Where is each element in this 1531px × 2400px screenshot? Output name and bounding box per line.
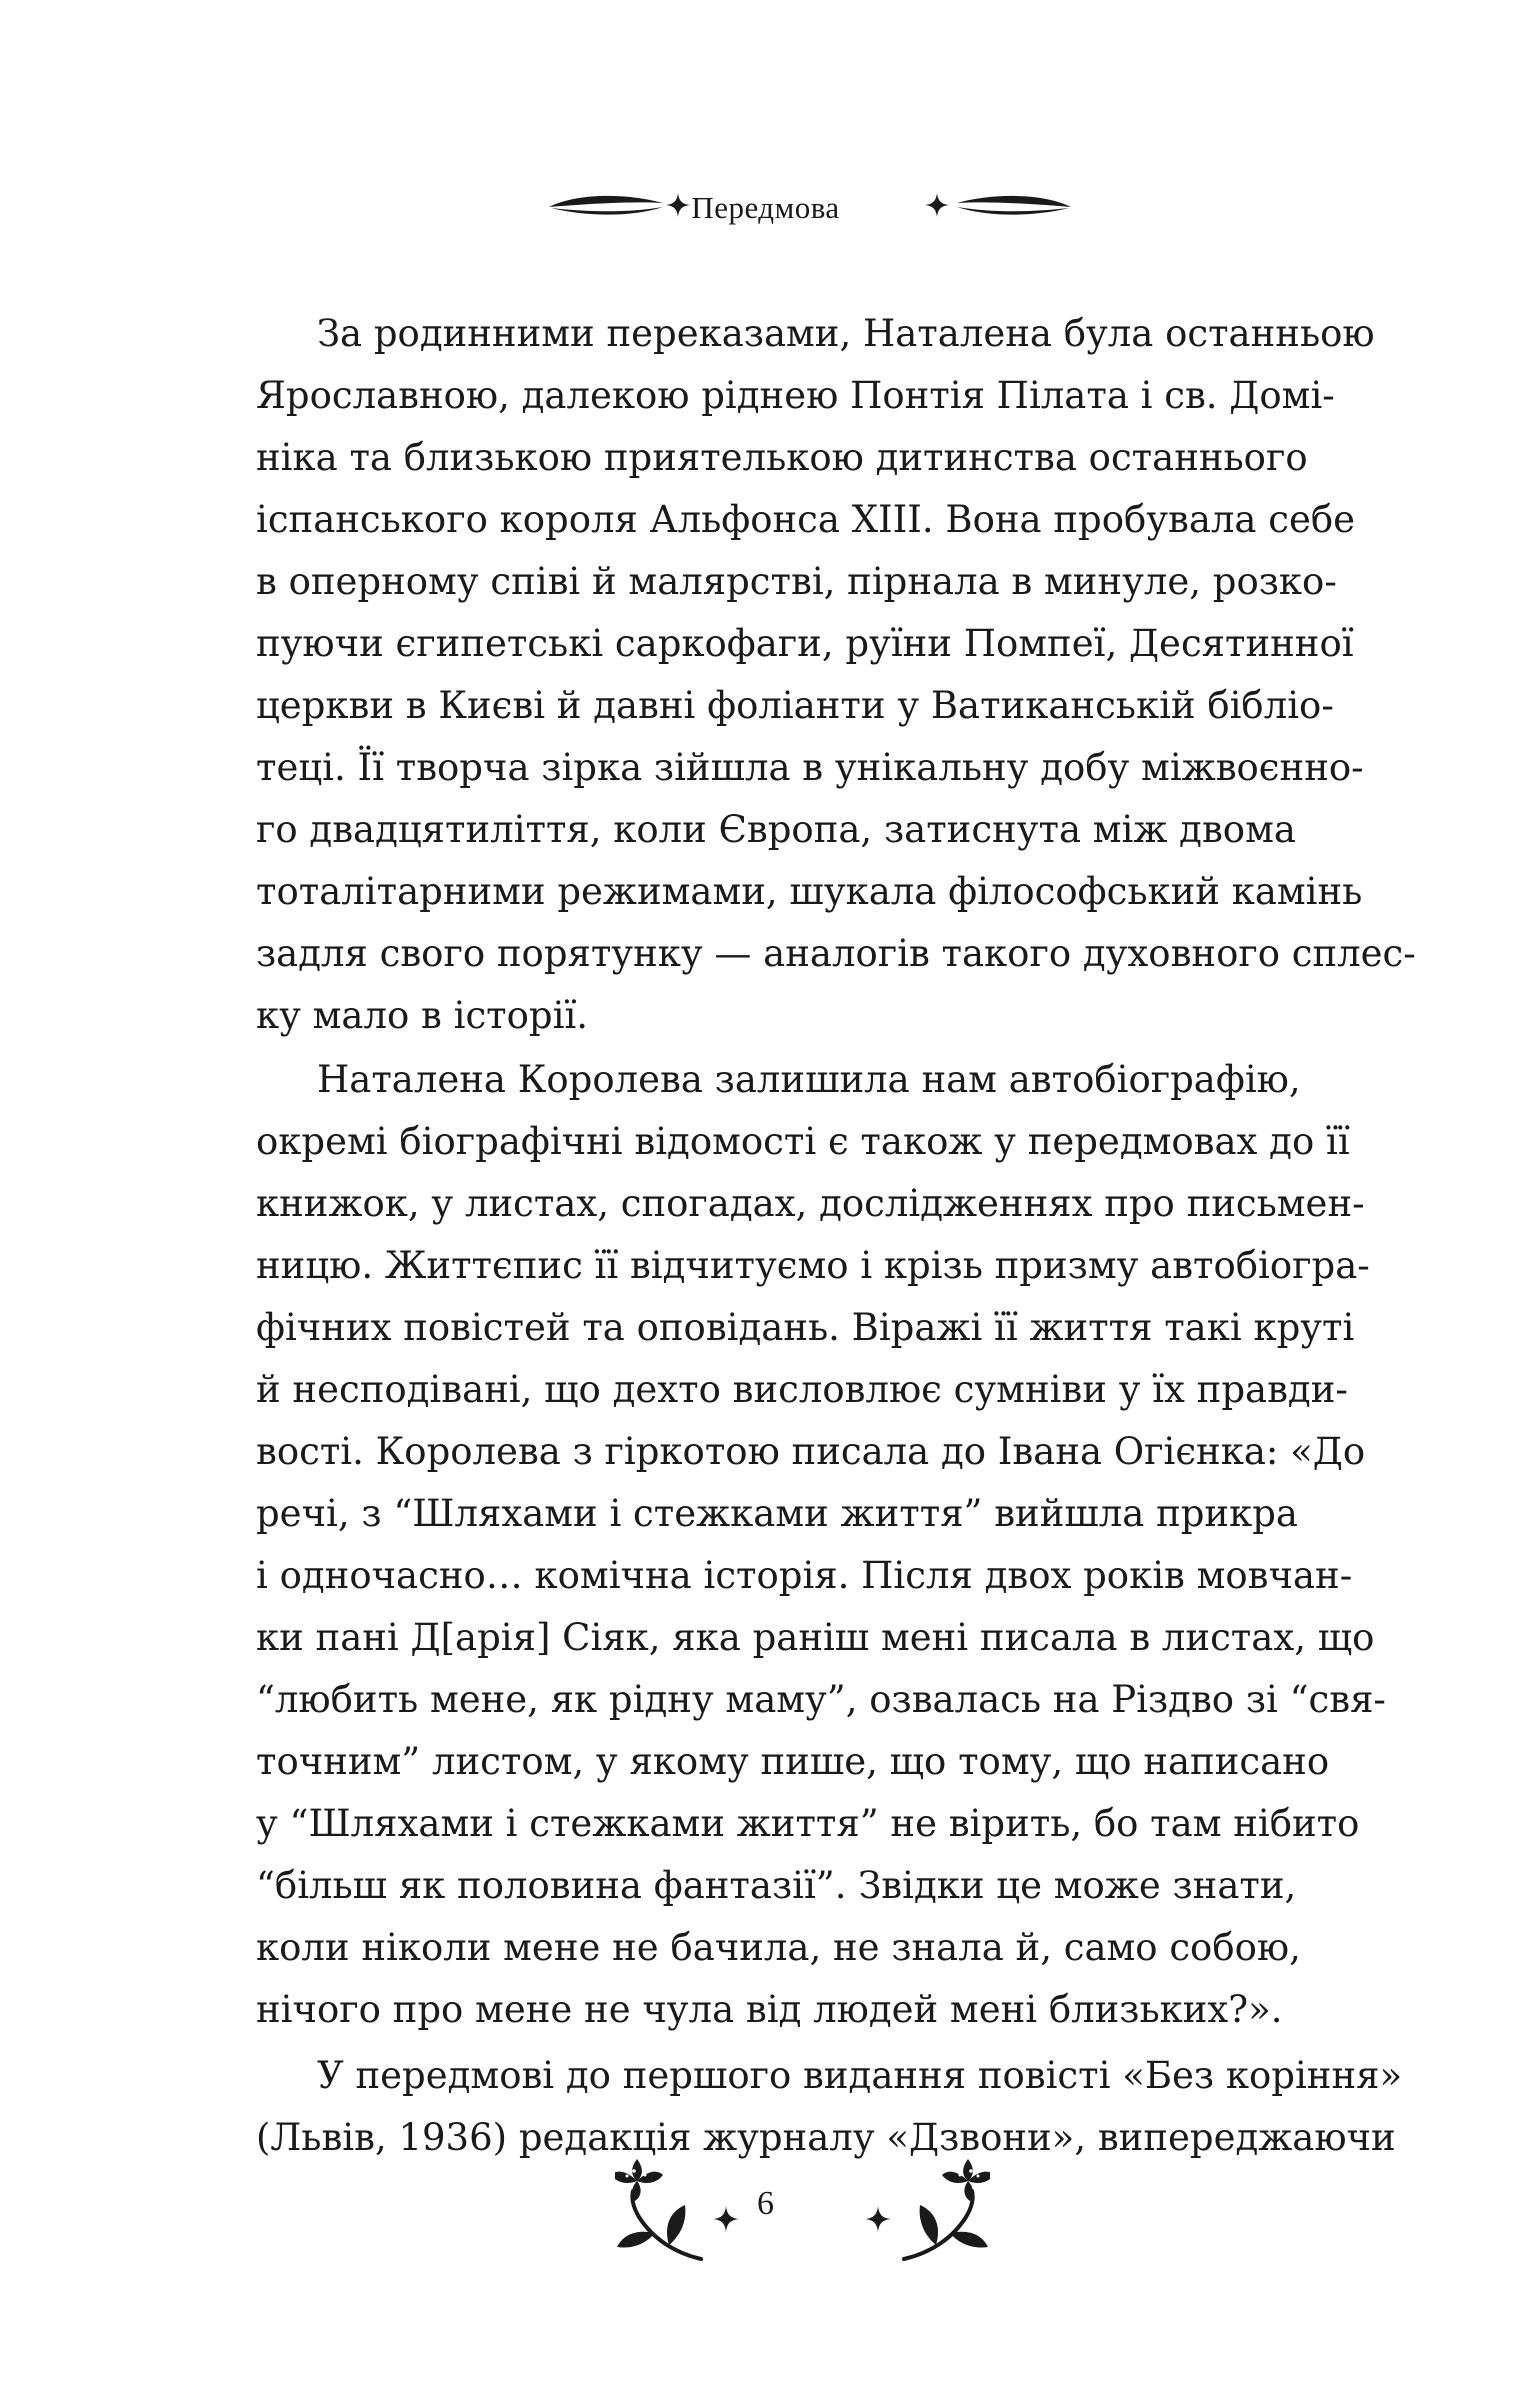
line-text: і одночасно… комічна історія. Після двох років мовчан- — [256, 1554, 1353, 1597]
text-line — [0, 490, 1531, 550]
text-line — [0, 1174, 1531, 1234]
line-text: речі, з “Шляхами і стежками життя” вийшла прикра — [256, 1492, 1298, 1535]
text-line — [0, 366, 1531, 426]
line-text: “любить мене, як рідну маму”, озвалась на Різдво зі “свя- — [256, 1678, 1386, 1721]
line-text: нічого про мене не чула від людей мені близьких?». — [256, 1988, 1283, 2031]
text-line — [0, 1422, 1531, 1482]
running-header-title: Передмова — [691, 190, 840, 225]
text-line — [0, 2046, 1531, 2106]
text-line — [0, 1546, 1531, 1606]
page-footer — [0, 2155, 1531, 2275]
text-line — [0, 1360, 1531, 1420]
text-line — [0, 304, 1531, 364]
text-line — [0, 1236, 1531, 1296]
line-text: пуючи єгипетські саркофаги, руїни Помпеї, Десятинної — [256, 622, 1354, 665]
line-text: у “Шляхами і стежками життя” не вірить, бо там нібито — [256, 1802, 1360, 1845]
line-text: церкви в Києві й давні фоліанти у Ватиканській бібліо- — [256, 684, 1334, 727]
page-number: 6 — [757, 2185, 774, 2222]
line-text: вості. Королева з гіркотою писала до Івана Огієнка: «До — [256, 1430, 1366, 1473]
line-text: окремі біографічні відомості є також у передмовах до її — [256, 1120, 1350, 1163]
text-line — [0, 1856, 1531, 1916]
line-text: книжок, у листах, спогадах, дослідженнях про письмен- — [256, 1182, 1365, 1225]
line-text: задля свого порятунку — аналогів такого духовного сплес- — [256, 932, 1416, 975]
text-line — [0, 1484, 1531, 1544]
text-line — [0, 552, 1531, 612]
text-line — [0, 986, 1531, 1046]
footer-right-star-icon — [864, 2205, 892, 2233]
line-text: Ярославною, далекою ріднею Понтія Пілата і св. Домі- — [256, 374, 1335, 417]
text-line — [0, 1794, 1531, 1854]
line-text: іспанського короля Альфонса XIII. Вона пробувала себе — [256, 498, 1356, 541]
text-line — [0, 614, 1531, 674]
text-line — [0, 924, 1531, 984]
text-line — [0, 1112, 1531, 1172]
line-text: ніка та близькою приятелькою дитинства останнього — [256, 436, 1308, 479]
line-text: ки пані Д[арія] Сіяк, яка раніш мені писала в листах, що — [256, 1616, 1375, 1659]
text-line — [0, 428, 1531, 488]
line-text: точним” листом, у якому пише, що тому, що написано — [256, 1740, 1330, 1783]
text-line — [0, 676, 1531, 736]
text-line — [0, 862, 1531, 922]
text-line — [0, 1608, 1531, 1668]
line-text: ницю. Життєпис її відчитуємо і крізь призму автобіогра- — [256, 1244, 1370, 1287]
line-text: коли ніколи мене не бачила, не знала й, само собою, — [256, 1926, 1301, 1969]
text-line — [0, 800, 1531, 860]
text-line — [0, 1670, 1531, 1730]
text-line — [0, 1732, 1531, 1792]
text-line — [0, 1918, 1531, 1978]
line-text: го двадцятиліття, коли Європа, затиснута між двома — [256, 808, 1296, 851]
line-text: в оперному співі й малярстві, пірнала в минуле, розко- — [256, 560, 1337, 603]
line-text: Наталена Королева залишила нам автобіографію, — [317, 1058, 1301, 1101]
line-text: За родинними переказами, Наталена була останньою — [317, 312, 1375, 355]
text-line — [0, 1050, 1531, 1110]
text-line — [0, 738, 1531, 798]
lily-vine-icon — [900, 2155, 990, 2265]
line-text: “більш як половина фантазії”. Звідки це може знати, — [256, 1864, 1297, 1907]
line-text: й несподівані, що дехто висловлює сумніви у їх правди- — [256, 1368, 1348, 1411]
line-text: У передмові до першого видання повісті «Без коріння» — [317, 2054, 1403, 2097]
line-text: тоталітарними режимами, шукала філософський камінь — [256, 870, 1363, 913]
line-text: фічних повістей та оповідань. Віражі її життя такі круті — [256, 1306, 1355, 1349]
line-text: ку мало в історії. — [256, 994, 589, 1037]
line-text: теці. Її творча зірка зійшла в унікальну добу міжвоєнно- — [256, 746, 1364, 789]
line-text: (Львів, 1936) редакція журналу «Дзвони», випереджаючи — [256, 2116, 1396, 2159]
text-line — [0, 1298, 1531, 1358]
text-line — [0, 1980, 1531, 2040]
